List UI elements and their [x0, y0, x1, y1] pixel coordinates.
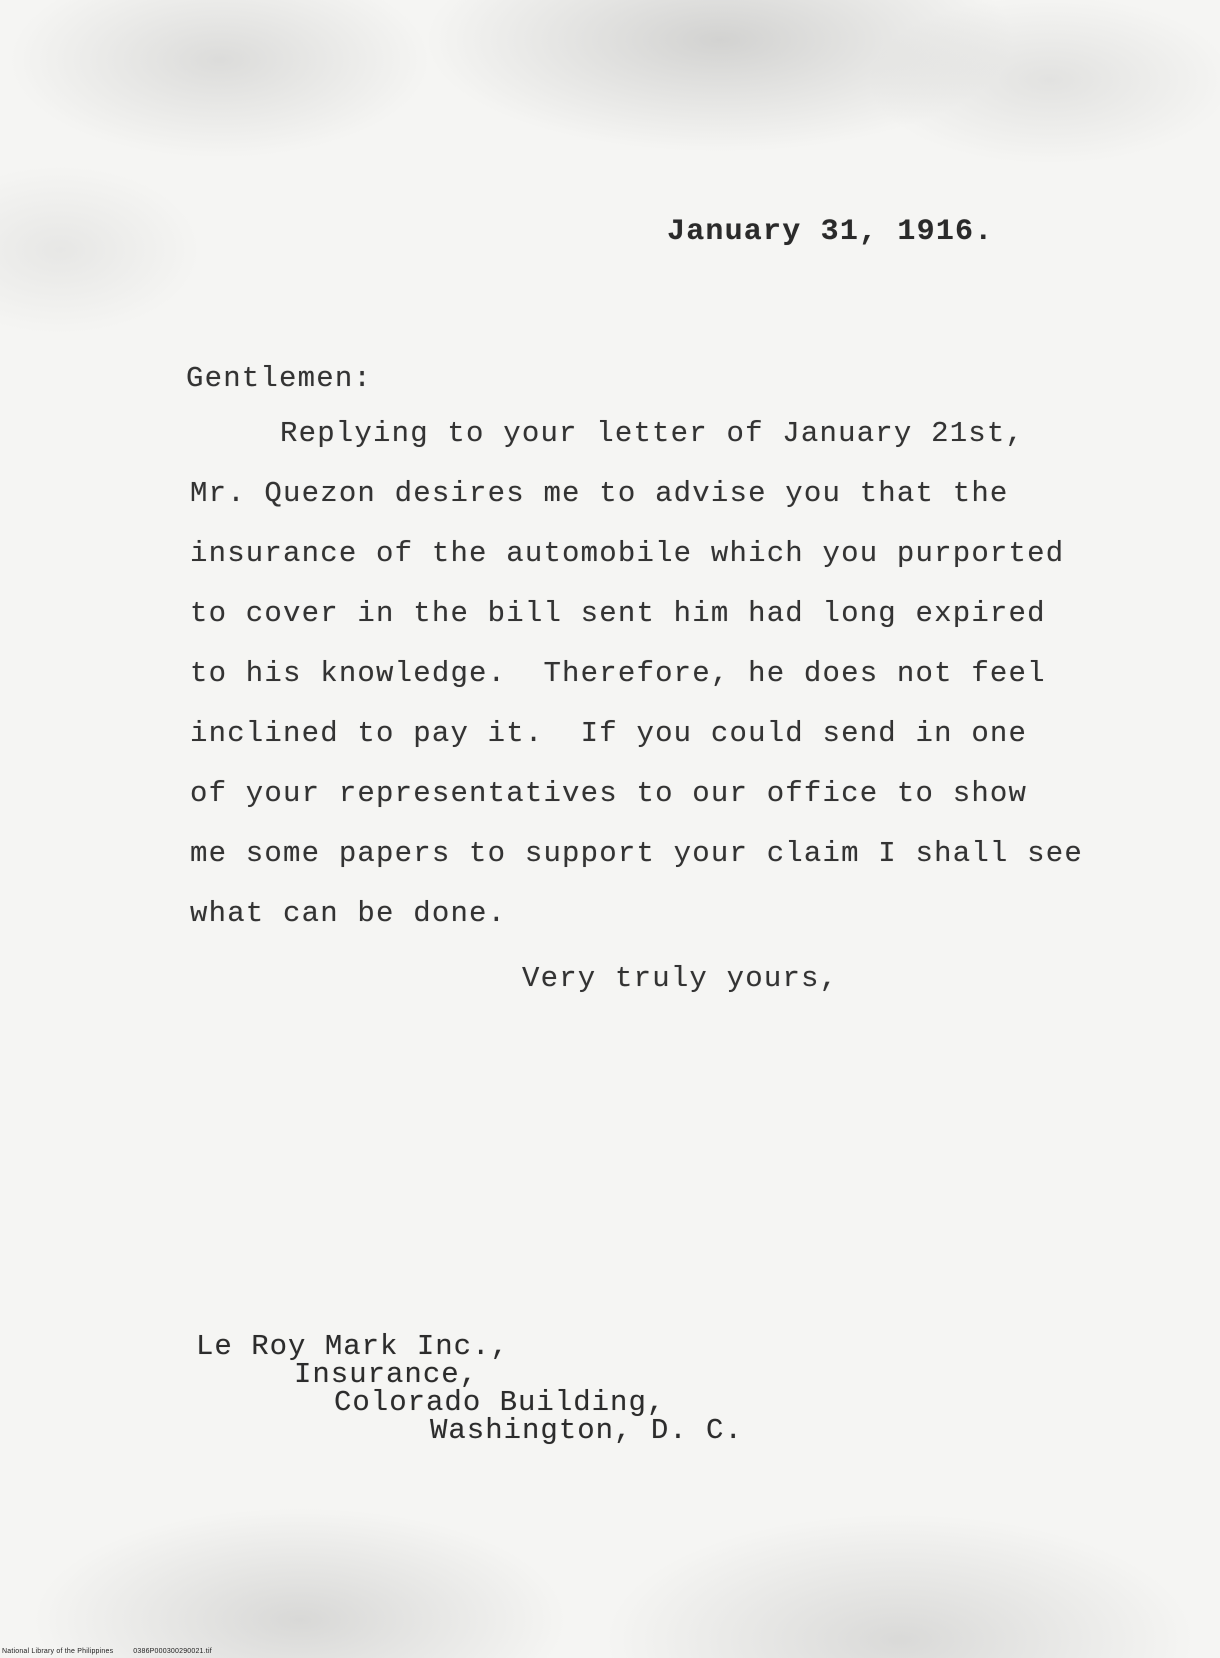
- letter-salutation: Gentlemen:: [186, 362, 373, 395]
- body-line: of your representatives to our office to show: [190, 777, 1028, 810]
- scan-footer: [2, 1648, 212, 1655]
- body-line: what can be done.: [190, 897, 507, 930]
- body-line: Mr. Quezon desires me to advise you that the: [190, 477, 1009, 510]
- body-line: to his knowledge. Therefore, he does not feel: [190, 657, 1046, 690]
- address-line: Washington, D. C.: [430, 1414, 743, 1447]
- footer-file-name: 0386P000300290021.tif: [133, 1648, 212, 1655]
- body-line: me some papers to support your claim I shall see: [190, 837, 1083, 870]
- address-line: Insurance,: [294, 1358, 479, 1391]
- body-line: inclined to pay it. If you could send in one: [190, 717, 1028, 750]
- body-line: Replying to your letter of January 21st,: [280, 417, 1025, 450]
- address-line: Colorado Building,: [334, 1386, 666, 1419]
- footer-institution: National Library of the Philippines: [2, 1648, 114, 1655]
- body-line: insurance of the automobile which you purported: [190, 537, 1065, 570]
- letter-closing: Very truly yours,: [522, 962, 839, 995]
- address-line: Le Roy Mark Inc.,: [196, 1330, 509, 1363]
- body-line: to cover in the bill sent him had long expired: [190, 597, 1046, 630]
- letter-date: January 31, 1916.: [667, 215, 994, 249]
